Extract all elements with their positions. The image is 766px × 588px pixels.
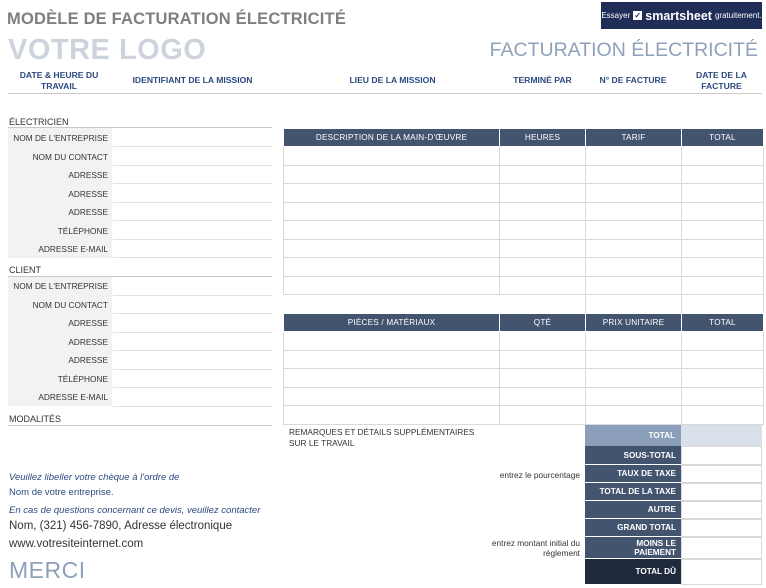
electrician-address-label-3: ADRESSE bbox=[68, 207, 108, 217]
tax-rate-note: entrez le pourcentage bbox=[499, 470, 580, 480]
labor-total-value bbox=[682, 295, 764, 314]
parts-table bbox=[283, 313, 764, 425]
page-title: MODÈLE DE FACTURATION ÉLECTRICITÉ bbox=[7, 10, 347, 28]
electrician-phone-label: TÉLÉPHONE bbox=[57, 226, 108, 236]
client-phone-field[interactable] bbox=[113, 387, 272, 388]
table-row bbox=[284, 332, 764, 351]
document-heading: FACTURATION ÉLECTRICITÉ bbox=[489, 39, 758, 61]
electrician-address-label-1: ADRESSE bbox=[68, 170, 108, 180]
table-row bbox=[284, 406, 764, 425]
grand-total-value bbox=[681, 519, 762, 537]
table-row bbox=[284, 387, 764, 406]
parts-total-header: TOTAL bbox=[682, 314, 764, 332]
client-heading: CLIENT bbox=[9, 265, 42, 275]
electrician-contact-field[interactable] bbox=[113, 165, 272, 166]
questions-text: En cas de questions concernant ce devis, veuillez contacter bbox=[9, 505, 261, 516]
labor-total-label: TOTAL bbox=[586, 295, 682, 314]
less-payment-label: MOINS LE PAIEMENT bbox=[585, 537, 681, 559]
labor-hours-header: HEURES bbox=[500, 129, 586, 147]
client-contact-label: NOM DU CONTACT bbox=[32, 300, 108, 310]
client-address-label-3: ADRESSE bbox=[68, 355, 108, 365]
client-address-field-1[interactable] bbox=[113, 332, 272, 333]
tax-rate-field[interactable] bbox=[681, 465, 762, 483]
remarks-label: REMARQUES ET DÉTAILS SUPPLÉMENTAIRES SUR LE TRAVAIL bbox=[289, 427, 475, 448]
table-row bbox=[284, 276, 764, 295]
labor-description-header: DESCRIPTION DE LA MAIN-D'ŒUVRE bbox=[284, 129, 500, 147]
parts-total-value bbox=[681, 425, 762, 446]
subtotal-value bbox=[681, 446, 762, 465]
header-completed-by: TERMINÉ PAR bbox=[513, 75, 572, 85]
table-row bbox=[284, 221, 764, 240]
client-email-label: ADRESSE E-MAIL bbox=[38, 392, 108, 402]
banner-brand: smartsheet bbox=[645, 8, 712, 23]
table-row bbox=[284, 350, 764, 369]
logo-placeholder: VOTRE LOGO bbox=[8, 34, 207, 66]
company-name-text: Nom de votre entreprise. bbox=[9, 487, 114, 498]
parts-unit-price-header: PRIX UNITAIRE bbox=[586, 314, 682, 332]
banner-try-text: Essayer bbox=[601, 11, 631, 20]
client-company-field[interactable] bbox=[113, 295, 272, 296]
initial-payment-note: entrez montant initial du règlement bbox=[491, 538, 580, 558]
tax-rate-label: TAUX DE TAXE bbox=[585, 465, 681, 483]
table-row bbox=[284, 184, 764, 203]
smartsheet-banner[interactable] bbox=[601, 2, 762, 29]
table-row bbox=[284, 239, 764, 258]
header-mission-id: IDENTIFIANT DE LA MISSION bbox=[132, 75, 253, 85]
labor-total-header: TOTAL bbox=[682, 129, 764, 147]
contact-details: Nom, (321) 456-7890, Adresse électronique bbox=[9, 520, 233, 532]
cheque-instruction: Veuillez libeller votre chèque à l'ordre de bbox=[9, 472, 180, 483]
tax-total-label: TOTAL DE LA TAXE bbox=[585, 483, 681, 501]
subtotal-label: SOUS-TOTAL bbox=[585, 446, 681, 465]
client-phone-label: TÉLÉPHONE bbox=[57, 374, 108, 384]
client-email-field[interactable] bbox=[113, 406, 272, 407]
header-invoice-date: DATE DE LA FACTURE bbox=[696, 70, 747, 91]
client-address-field-2[interactable] bbox=[113, 350, 272, 351]
parts-materials-header: PIÈCES / MATÉRIAUX bbox=[284, 314, 500, 332]
terms-divider bbox=[8, 425, 272, 426]
client-address-label-1: ADRESSE bbox=[68, 318, 108, 328]
electrician-address-field-1[interactable] bbox=[113, 183, 272, 184]
grand-total-label: GRAND TOTAL bbox=[585, 519, 681, 537]
checkmark-icon: ✓ bbox=[634, 11, 642, 20]
electrician-company-label: NOM DE L'ENTREPRISE bbox=[13, 133, 108, 143]
header-mission-location: LIEU DE LA MISSION bbox=[349, 75, 436, 85]
tax-total-value bbox=[681, 483, 762, 501]
table-row bbox=[284, 369, 764, 388]
other-label: AUTRE bbox=[585, 501, 681, 519]
less-payment-field[interactable] bbox=[681, 537, 762, 559]
parts-total-label: TOTAL bbox=[585, 425, 681, 446]
labor-total-row bbox=[284, 295, 764, 314]
labor-table bbox=[283, 128, 764, 314]
client-company-label: NOM DE L'ENTREPRISE bbox=[13, 281, 108, 291]
electrician-address-field-2[interactable] bbox=[113, 202, 272, 203]
banner-free-text: gratuitement. bbox=[714, 11, 762, 20]
client-address-label-2: ADRESSE bbox=[68, 337, 108, 347]
header-date-time: DATE & HEURE DU TRAVAIL bbox=[19, 70, 99, 91]
website-link[interactable]: www.votresiteinternet.com bbox=[9, 538, 144, 550]
table-row bbox=[284, 258, 764, 277]
electrician-contact-label: NOM DU CONTACT bbox=[32, 152, 108, 162]
table-row bbox=[284, 165, 764, 184]
table-row bbox=[284, 202, 764, 221]
thank-you-text: MERCI bbox=[9, 557, 86, 583]
client-contact-field[interactable] bbox=[113, 313, 272, 314]
electrician-address-label-2: ADRESSE bbox=[68, 189, 108, 199]
electrician-email-field[interactable] bbox=[113, 257, 272, 258]
electrician-address-field-3[interactable] bbox=[113, 220, 272, 221]
terms-heading: MODALITÉS bbox=[9, 414, 62, 424]
labor-rate-header: TARIF bbox=[586, 129, 682, 147]
total-due-value bbox=[681, 559, 762, 585]
table-row bbox=[284, 147, 764, 166]
electrician-heading: ÉLECTRICIEN bbox=[9, 117, 69, 127]
header-divider bbox=[8, 93, 762, 94]
electrician-email-label: ADRESSE E-MAIL bbox=[38, 244, 108, 254]
header-invoice-number: N° DE FACTURE bbox=[599, 75, 667, 85]
total-due-label: TOTAL DÛ bbox=[585, 559, 681, 585]
electrician-company-field[interactable] bbox=[113, 146, 272, 147]
other-field[interactable] bbox=[681, 501, 762, 519]
parts-qty-header: QTÉ bbox=[500, 314, 586, 332]
client-address-field-3[interactable] bbox=[113, 369, 272, 370]
electrician-phone-field[interactable] bbox=[113, 239, 272, 240]
